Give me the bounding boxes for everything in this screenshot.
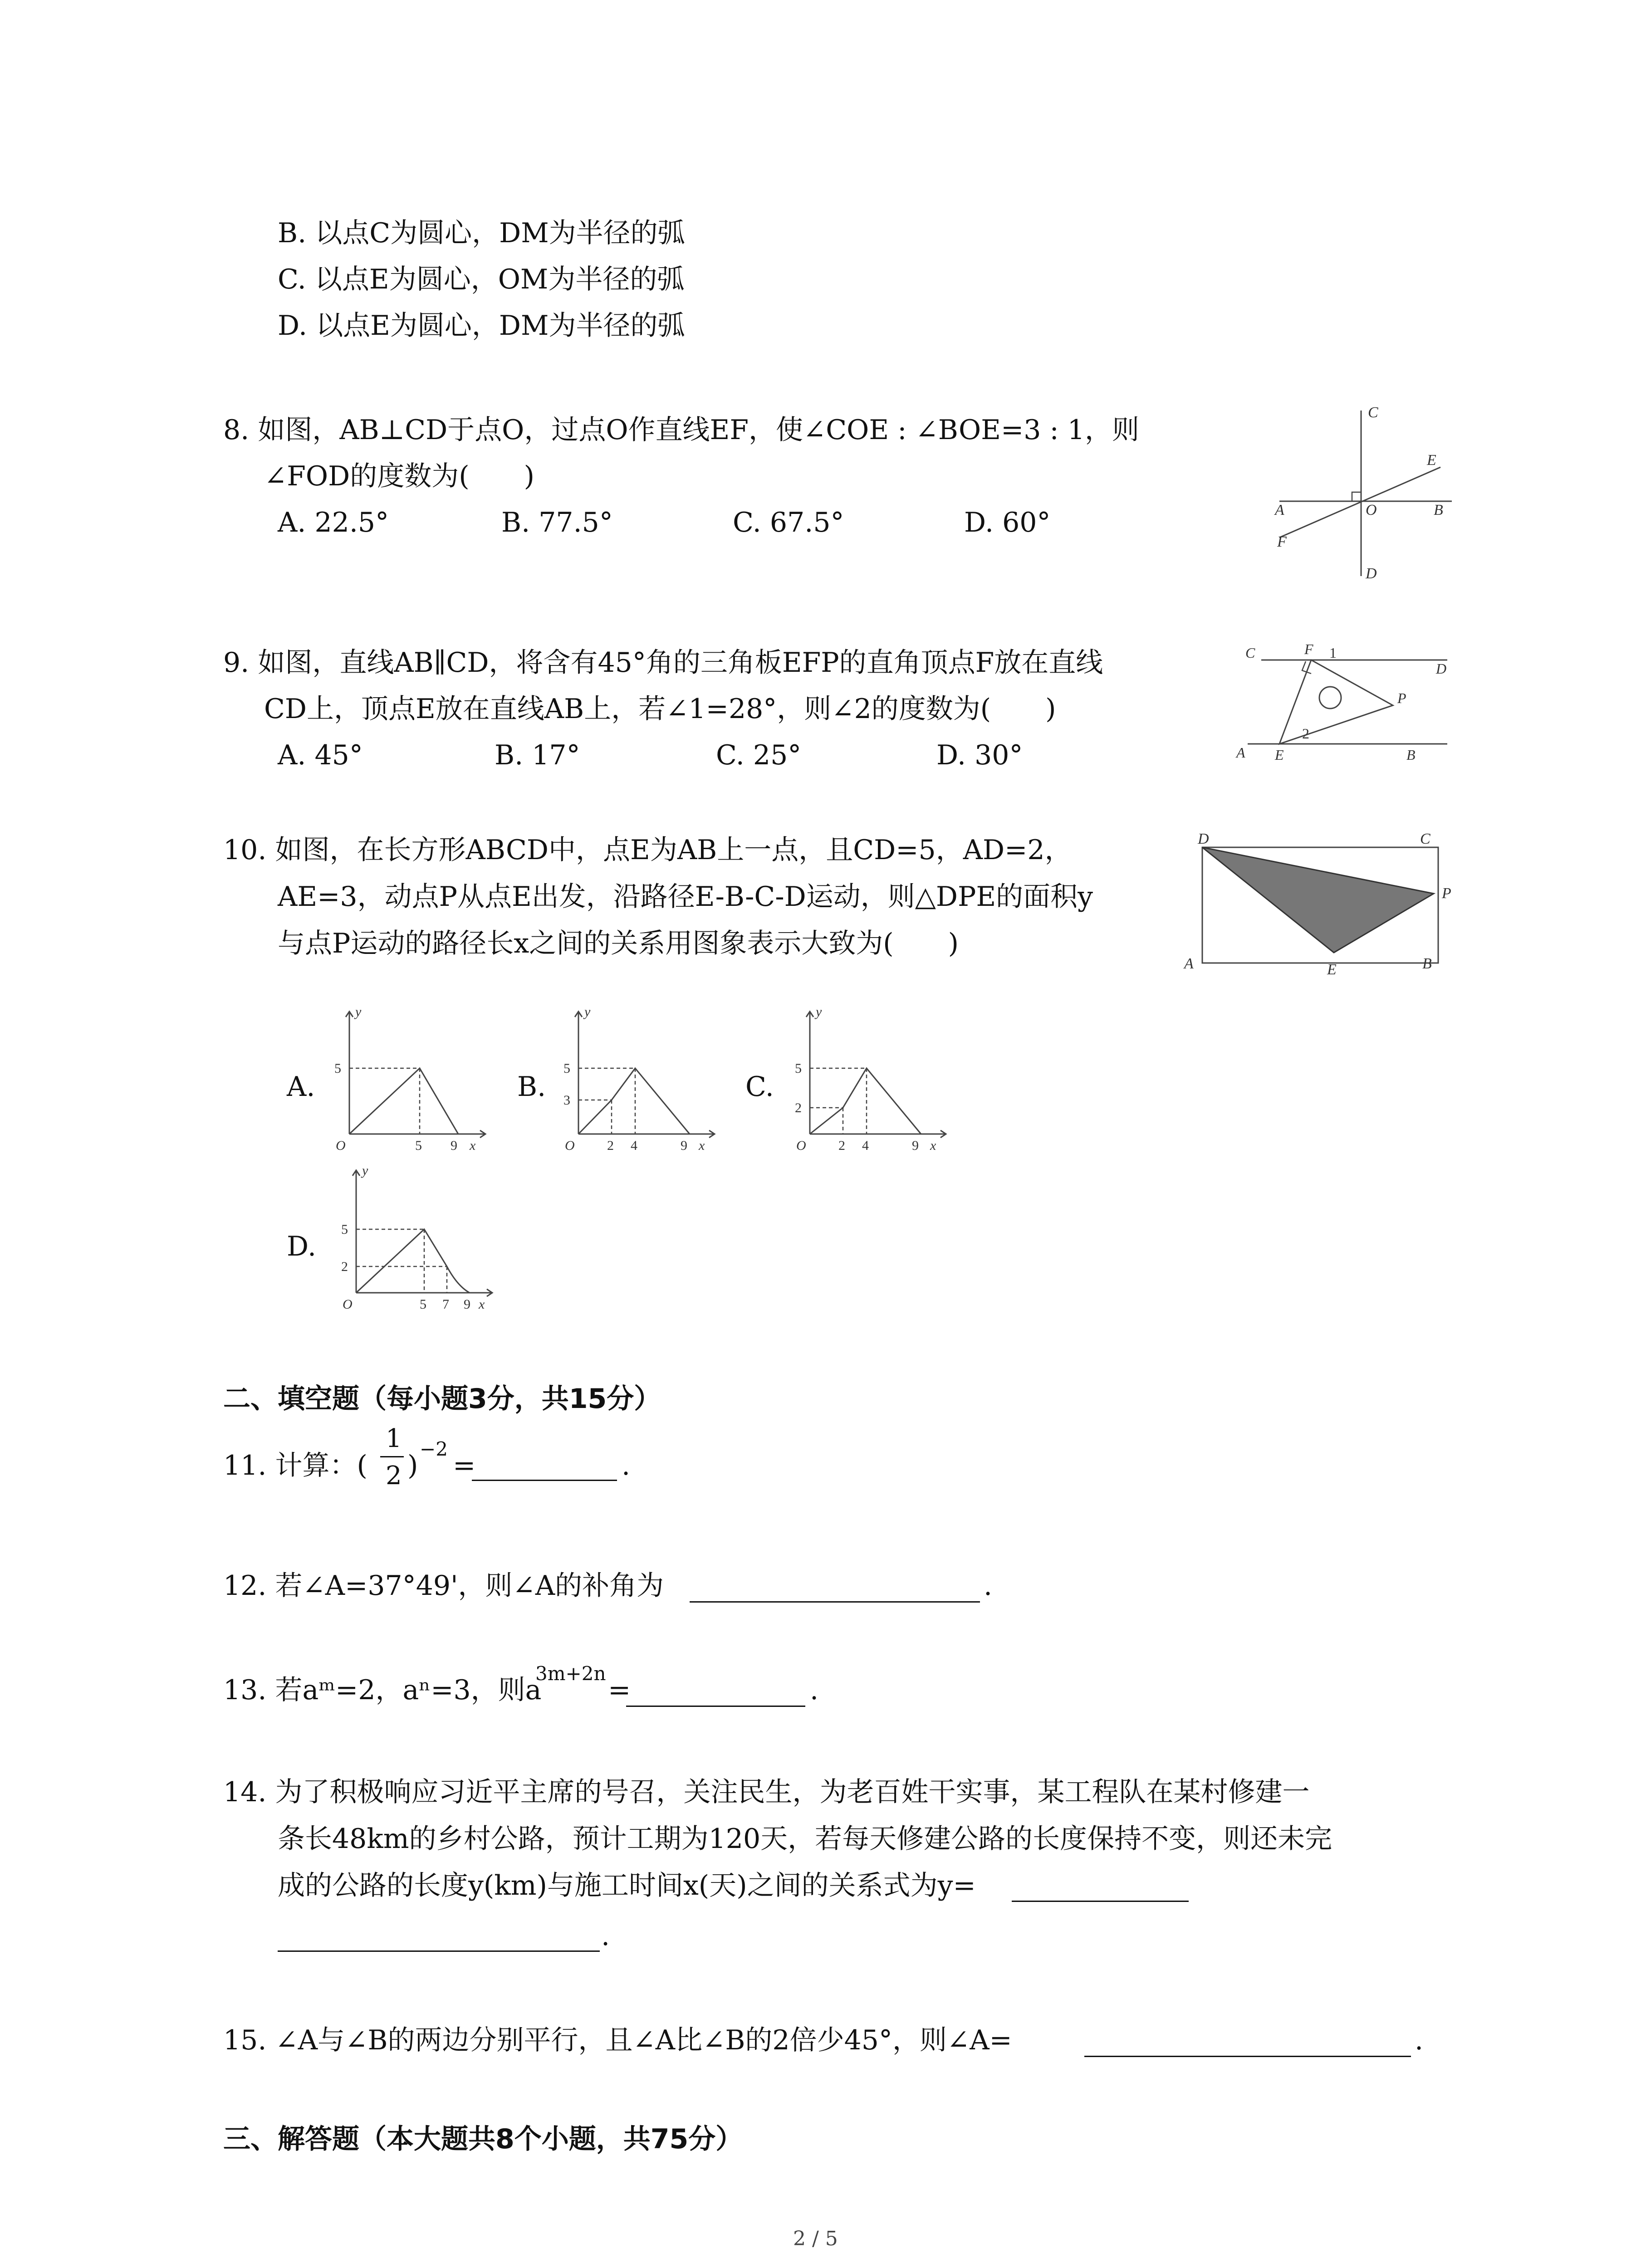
section-2-heading: 二、填空题（每小题3分，共15分） [223, 1383, 661, 1415]
graph-b-tick-y3: 3 [563, 1093, 570, 1108]
q10-graph-b [558, 1002, 730, 1157]
q9-option-c: C. 25° [716, 739, 802, 771]
q14-stem-line1: 14. 为了积极响应习近平主席的号召，关注民生，为老百姓干实事，某工程队在某村修建一 [223, 1776, 1310, 1808]
q9-option-d: D. 30° [936, 739, 1023, 771]
graph-c-tick-y2: 2 [795, 1100, 802, 1115]
q8-label-d: D [1366, 565, 1377, 582]
graph-c-x-label: x [930, 1138, 936, 1153]
q8-option-c: C. 67.5° [733, 507, 844, 538]
graph-c-y-label: y [816, 1004, 822, 1019]
graph-a-tick-x5: 5 [415, 1138, 422, 1153]
q12-answer-blank[interactable] [690, 1601, 980, 1603]
graph-c-tick-y5: 5 [795, 1061, 802, 1076]
q8-label-e: E [1427, 452, 1436, 469]
q15-stem: 15. ∠A与∠B的两边分别平行，且∠A比∠B的2倍少45°，则∠A= [223, 2024, 1012, 2056]
q9-figure [1234, 640, 1452, 771]
q15-answer-blank[interactable] [1084, 2056, 1411, 2057]
graph-d-tick-y5: 5 [341, 1222, 348, 1237]
q11-equals: = [453, 1450, 476, 1481]
q10-graph-d-letter: D. [287, 1231, 317, 1262]
graph-c-origin: O [796, 1138, 806, 1153]
q9-label-a: A [1236, 744, 1245, 761]
q9-stem-line1: 9. 如图，直线AB∥CD，将含有45°角的三角板EFP的直角顶点F放在直线 [223, 647, 1103, 679]
graph-b-tick-y5: 5 [563, 1061, 570, 1076]
q10-label-d: D [1198, 831, 1209, 847]
graph-a-tick-x9: 9 [451, 1138, 457, 1153]
right-angle-mark [1352, 492, 1361, 501]
q8-label-a: A [1275, 502, 1284, 518]
q11-period: . [622, 1450, 631, 1481]
graph-b-x-label: x [699, 1138, 705, 1153]
q8-label-f: F [1277, 533, 1287, 550]
q10-label-c: C [1420, 831, 1430, 847]
q8-figure [1266, 404, 1465, 585]
q13-equals: = [608, 1674, 631, 1706]
q10-graph-a-letter: A. [287, 1071, 315, 1103]
q8-stem-line2: ∠FOD的度数为( ) [264, 460, 535, 492]
triangle-dpe [1202, 847, 1434, 953]
graph-a-curve [349, 1068, 458, 1134]
q11-exponent: −2 [420, 1438, 448, 1460]
q12-period: . [984, 1570, 993, 1602]
q8-option-d: D. 60° [964, 507, 1051, 538]
graph-d-tick-x5: 5 [420, 1297, 426, 1312]
q10-graph-b-letter: B. [517, 1071, 546, 1103]
q13-period: . [810, 1674, 819, 1706]
q9-label-e: E [1275, 747, 1284, 763]
q7-option-c: C. 以点E为圆心，OM为半径的弧 [278, 264, 685, 295]
graph-b-y-label: y [584, 1004, 591, 1019]
q11-fraction-bar [380, 1456, 404, 1457]
graph-d-y-label: y [362, 1163, 368, 1178]
q9-label-f: F [1304, 641, 1313, 657]
q13-exponent: 3m+2n [535, 1662, 606, 1685]
q8-option-b: B. 77.5° [501, 507, 613, 538]
q8-label-c: C [1368, 404, 1378, 421]
q10-graph-d [336, 1161, 508, 1315]
q9-label-d: D [1436, 660, 1447, 677]
section-3-heading: 三、解答题（本大题共8个小题，共75分） [223, 2123, 743, 2155]
graph-a-tick-y5: 5 [334, 1061, 341, 1076]
q8-stem-line1: 8. 如图，AB⊥CD于点O，过点O作直线EF，使∠COE : ∠BOE=3 : 1，则 [223, 414, 1139, 446]
graph-d-tick-x9: 9 [464, 1297, 470, 1312]
q11-prefix: 11. 计算：( [223, 1450, 367, 1481]
q14-stem-line3: 成的公路的长度y(km)与施工时间x(天)之间的关系式为y= [278, 1870, 976, 1901]
q9-label-p: P [1397, 690, 1406, 706]
graph-d-curve [356, 1229, 470, 1293]
graph-a-origin: O [336, 1138, 346, 1153]
q10-graph-c [789, 1002, 962, 1157]
q10-stem-line3: 与点P运动的路径长x之间的关系用图象表示大致为( ) [278, 928, 959, 959]
graph-b-tick-x9: 9 [681, 1138, 687, 1153]
q10-label-a: A [1184, 955, 1194, 972]
q10-label-p: P [1442, 885, 1451, 902]
q8-label-o: O [1366, 502, 1377, 518]
triangle-hole [1319, 687, 1341, 709]
q10-figure [1180, 830, 1456, 980]
q9-label-2: 2 [1302, 725, 1309, 742]
q8-option-a: A. 22.5° [278, 507, 389, 538]
q12-stem: 12. 若∠A=37°49'，则∠A的补角为 [223, 1570, 664, 1602]
q10-stem-line1: 10. 如图，在长方形ABCD中，点E为AB上一点，且CD=5，AD=2， [223, 834, 1072, 866]
q10-graph-a [329, 1002, 501, 1157]
page-number: 2 / 5 [793, 2227, 838, 2250]
q10-stem-line2: AE=3，动点P从点E出发，沿路径E-B-C-D运动，则△DPE的面积y [278, 881, 1093, 913]
q8-label-b: B [1434, 502, 1443, 518]
graph-d-tick-y2: 2 [341, 1259, 348, 1274]
q9-option-a: A. 45° [278, 739, 363, 771]
q9-label-b: B [1406, 747, 1416, 763]
graph-a-x-label: x [470, 1138, 476, 1153]
q14-period: . [601, 1920, 610, 1952]
graph-b-tick-x2: 2 [607, 1138, 614, 1153]
graph-a-y-label: y [355, 1004, 362, 1019]
q11-denominator: 2 [386, 1461, 402, 1491]
line-ef [1279, 467, 1440, 538]
q13-answer-blank[interactable] [626, 1706, 805, 1707]
q10-label-b: B [1422, 955, 1432, 972]
q7-option-d: D. 以点E为圆心，DM为半径的弧 [278, 310, 685, 342]
graph-c-curve [810, 1068, 921, 1134]
graph-b-tick-x4: 4 [631, 1138, 637, 1153]
q14-stem-line2: 条长48km的乡村公路，预计工期为120天，若每天修建公路的长度保持不变，则还未完 [278, 1823, 1332, 1855]
q10-label-e: E [1327, 961, 1337, 978]
q14-answer-blank-2[interactable] [278, 1950, 600, 1952]
q15-period: . [1415, 2024, 1424, 2056]
q11-numerator: 1 [386, 1424, 402, 1453]
graph-c-tick-x4: 4 [862, 1138, 869, 1153]
q11-answer-blank[interactable] [472, 1480, 617, 1481]
q11-close-paren: ) [407, 1450, 418, 1481]
graph-d-tick-x7: 7 [442, 1297, 449, 1312]
graph-c-tick-x2: 2 [838, 1138, 845, 1153]
q9-option-b: B. 17° [495, 739, 580, 771]
graph-b-origin: O [565, 1138, 575, 1153]
q13-stem: 13. 若aᵐ=2，aⁿ=3，则a [223, 1674, 542, 1706]
graph-d-origin: O [343, 1297, 353, 1312]
graph-b-curve [578, 1068, 690, 1134]
q7-option-b: B. 以点C为圆心，DM为半径的弧 [278, 217, 685, 249]
q14-answer-blank-1[interactable] [1012, 1901, 1189, 1902]
q9-label-1: 1 [1329, 645, 1337, 661]
triangle-efp [1279, 660, 1393, 744]
q9-label-c: C [1245, 645, 1255, 661]
q10-graph-c-letter: C. [745, 1071, 774, 1103]
q9-stem-line2: CD上，顶点E放在直线AB上，若∠1=28°，则∠2的度数为( ) [264, 693, 1056, 725]
graph-d-x-label: x [479, 1297, 485, 1312]
graph-c-tick-x9: 9 [912, 1138, 919, 1153]
